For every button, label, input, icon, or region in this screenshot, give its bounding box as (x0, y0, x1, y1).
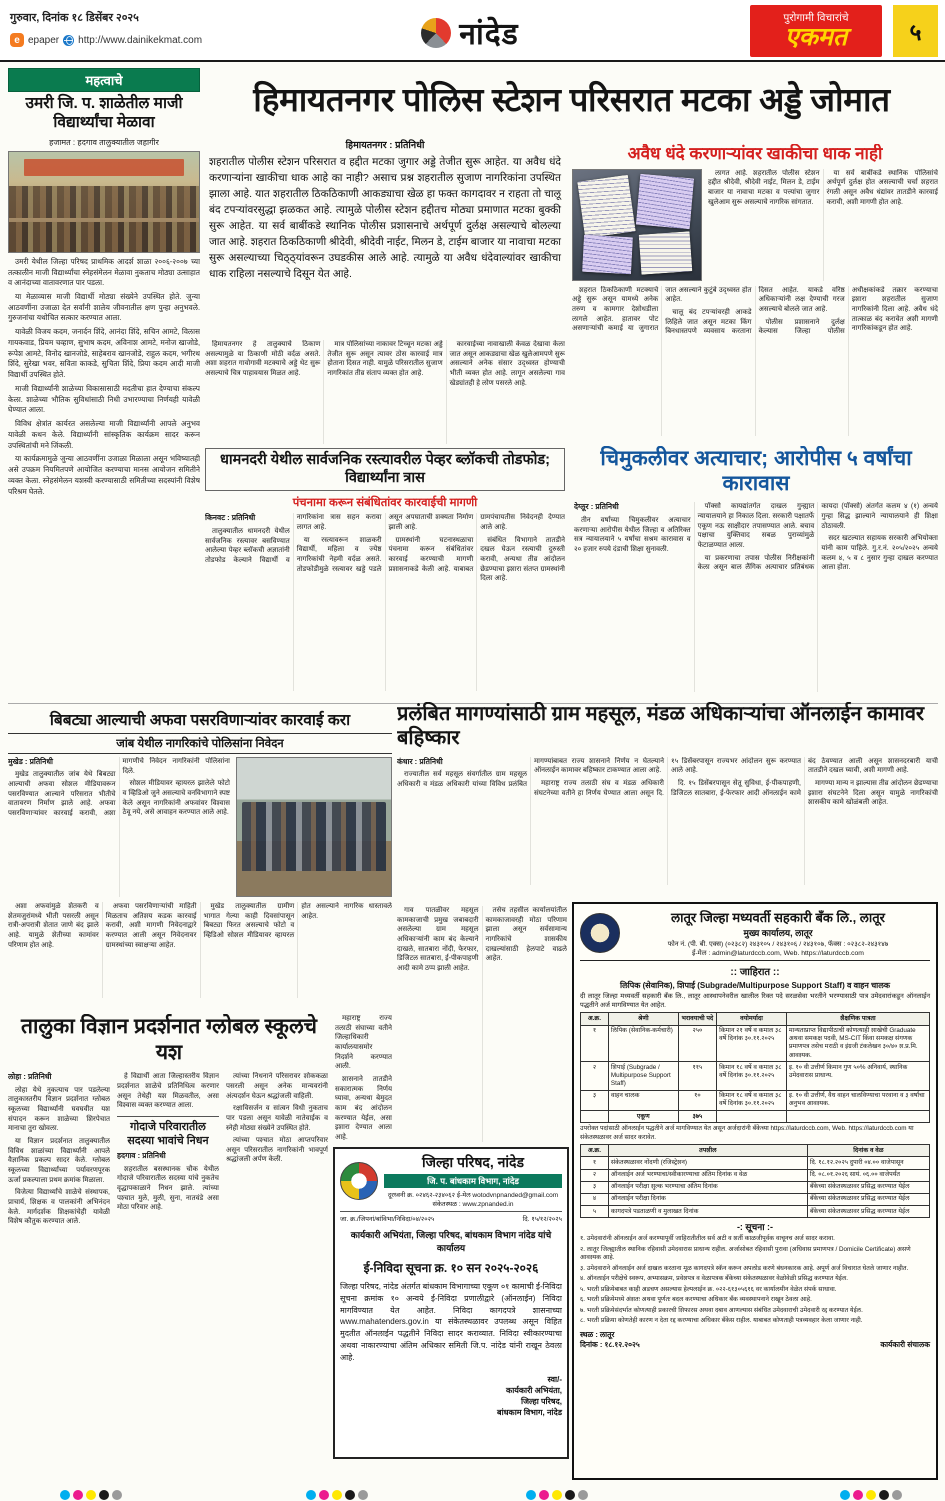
vidnyan-col-2 (117, 1072, 219, 1468)
table-row (581, 1090, 930, 1110)
table-header-row (581, 1013, 930, 1025)
total-value: ३७५ (678, 1111, 716, 1123)
paragraph: या रस्त्यावरून शाळकरी विद्यार्थी, महिला व ज्येष्ठ नागरिकांची नेहमी वर्दळ असते. तोडफोडीमुळे रस्त्यावर खड्डे पडले असून अपघाताची शक्यता निर्माण झाली आहे. (296, 514, 474, 573)
color-dot (332, 1490, 342, 1500)
bank-name: लातूर जिल्हा मध्यवर्ती सहकारी बँक लि., लातूर (671, 910, 885, 925)
color-dot (60, 1490, 70, 1500)
cell: इ. १० वी उत्तीर्ण, वैध वाहन चालविण्याचा परवाना व ३ वर्षांचा अनुभव आवश्यक. (786, 1090, 929, 1110)
atyachar-byline: देग्लूर : प्रतिनिधी (574, 502, 619, 512)
paragraph: शहरात ठिकठिकाणी मटक्याचे अड्डे सुरू असून यामध्ये अनेक तरुण व कामगार देशोधडीला लागले आहेत. हातावर पोट असणाऱ्यांची कमाई या जुगारात जात असल्याने कुटुंबे उद्ध्वस्त होत आहेत. (572, 286, 752, 333)
chit-graphic (636, 174, 694, 229)
zp-logo-icon (340, 1162, 378, 1200)
ad-intro: दी लातूर जिल्हा मध्यवर्ती सहकारी बँक लि., लातूर आस्थापनेवरील खालील रिक्त पदे सरळसेवा भरतीने भरण्यासाठी पात्र उमेदवारांकडून ऑनलाईन पद्धतीने अर्ज मागविण्यात येत आहेत. (580, 993, 930, 1009)
cell: ३ (581, 1181, 609, 1193)
suchana-label: -: सूचना :- (736, 1222, 774, 1233)
color-dot (840, 1490, 850, 1500)
paragraph: यावेळी विजय कदम, जनार्दन शिंदे, आनंदा शिंदे, सचिन आमटे, विलास गायकवाड, प्रियम चव्हाण, सुभाष कदम, अविनाश आमटे, मनोज खाजोडे, रूपेश आमटे, विनोद खानजोडे, साहेबराव खानजोडे, राहुल कदम, भगीरथ शिंदे, सुरेखा भवर, सविता काकडे, सुचिता शिंदे, प्रिया कदम आदी माजी विद्यार्थी उपस्थित होते. (8, 327, 200, 380)
vidnyan-byline: लोहा : प्रतिनिधी (8, 1072, 52, 1082)
note-item: ६. भरती प्रक्रियेमध्ये अंशतः अथवा पूर्णतः बदल करण्याचा अधिकार बँक व्यवस्थापनाने राखून ठेवला आहे. (580, 1296, 812, 1304)
paragraph: हिमायतनगर हे तालुक्याचे ठिकाण असल्यामुळे या ठिकाणी मोठी वर्दळ असते. अशा शहरात गावोगावी मटक्याचे अड्डे थेट सुरू असल्याचे चित्र पाहावयास मिळत आहे. (205, 341, 321, 377)
paragraph: तसेच तहसील कार्यालयांतील कामकाजावरही मोठा परिणाम झाला असून सर्वसामान्य नागरिकांचे शासकीय दाखल्यांसाठी हेलपाटे वाढले आहेत. (485, 907, 567, 963)
note-item: ५. भरती प्रक्रियेबाबत काही अडचण असल्यास हेल्पलाईन क्र. ०२२-६१३०५६१६ वर कार्यालयीन वेळेत संपर्क साधावा. (580, 1285, 837, 1293)
crowd-row (9, 222, 199, 252)
color-registration-marks (840, 1486, 905, 1501)
cell: बँकेच्या संकेतस्थळावर प्रसिद्ध करण्यात येईल (807, 1181, 929, 1193)
page-number-badge: ५ (893, 5, 938, 57)
paragraph: त्यांच्या निधनाने परिसरावर शोककळा पसरली असून अनेक मान्यवरांनी अंत्यदर्शन घेऊन श्रद्धांजली वाहिली. (226, 1073, 328, 1100)
cell: २ (581, 1169, 609, 1181)
zp-website-link[interactable]: संकेतस्थळ : www.zpnanded.in (432, 1201, 514, 1208)
note-item: ८. भरती प्रक्रिया कोणतेही कारण न देता रद्द करण्याचा अधिकार बँकेस राहील. याबाबत कोणताही पत्रव्यवहार केला जाणार नाही. (580, 1317, 863, 1325)
paragraph: पोलीस प्रशासनाने दुर्लक्ष केल्यास जिल्हा पोलीस अधीक्षकांकडे तक्रार करण्याचा इशारा शहरातील सुजाण नागरिकांनी दिला आहे. अवैध धंदे तात्काळ बंद करावेत अशी मागणी नागरिकांकडून होत आहे. (758, 286, 938, 336)
color-dot (552, 1490, 562, 1500)
color-dot (565, 1490, 575, 1500)
cell: कागदपत्रे पडताळणी व मुलाखत दिनांक (608, 1206, 807, 1218)
cell: लिपिक (सेवानिक-कर्मचारी) (608, 1025, 678, 1062)
zp-office-line: कार्यकारी अभियंता, जिल्हा परिषद, बांधकाम विभाग नांदेड यांचे कार्यालय (350, 1230, 552, 1253)
vidnyan-col-3 (226, 1072, 328, 1468)
bank-recruitment-ad (572, 902, 938, 1480)
paragraph: मात्र पोलिसांच्या नाकावर टिच्चून मटका अड्डे तेजीत सुरू असून त्यावर ठोस कारवाई मात्र होताना दिसत नाही. यामुळे परिसरातील सुजाण नागरिकांत तीव्र संताप व्यक्त होत आहे. (327, 341, 443, 377)
brand-box (750, 5, 882, 57)
chit-graphic (577, 175, 636, 239)
apply-note: उपरोक्त पदांसाठी ऑनलाईन पद्धतीने अर्ज मागविण्यात येत असून अर्जदारांनी बँकेच्या https://laturdccb.com, Web. https://laturdccb.com या संकेतस्थळावर अर्ज सादर करावेत. (580, 1125, 914, 1141)
date-line: गुरुवार, दिनांक १८ डिसेंबर २०२५ (10, 12, 139, 24)
mahasul-headline: प्रलंबित मागण्यांसाठी ग्राम महसूल, मंडळ अधिकाऱ्यांचा ऑनलाईन कामावर बहिष्कार (397, 703, 925, 750)
paragraph: चालू बंद टपऱ्यांवरही आकडे लिहिले जात असून मटका किंग बिनधास्तपणे व्यवसाय करताना दिसत आहेत. याकडे वरिष्ठ अधिकाऱ्यांनी लक्ष देण्याची गरज असल्याचे बोलले जात आहे. (665, 286, 845, 336)
cell: संकेतस्थळावर नोंदणी (रजिस्ट्रेशन) (608, 1157, 807, 1169)
note-item: ४. ऑनलाईन परीक्षेचे स्वरूप, अभ्यासक्रम, प्रवेशपत्र व वेळापत्रक बँकेच्या संकेतस्थळावर वेळोवेळी प्रसिद्ध करण्यात येईल. (580, 1275, 849, 1283)
paragraph: रक्षाविसर्जन व सांत्वन विधी नुकताच पार पडला असून यावेळी नातेवाईक व स्नेही मोठ्या संख्येने उपस्थित होते. (226, 1105, 328, 1132)
globe-icon (63, 35, 74, 46)
epaper-icon: e (10, 33, 24, 47)
cell: किमान १८ वर्षे व कमाल ३८ वर्षे दिनांक ३०.११.२०२५ (717, 1090, 787, 1110)
column-header: श्रेणी (608, 1013, 678, 1025)
color-registration-marks (306, 1486, 371, 1501)
color-dot (306, 1490, 316, 1500)
total-label: एकूण (608, 1111, 678, 1123)
bank-email-web-link[interactable]: ई-मेल : admin@laturdccb.com, Web. https://laturdccb.com (692, 950, 864, 957)
color-registration-marks (60, 1486, 125, 1501)
matka-byline: हिमायतनगर : प्रतिनिधी (345, 140, 425, 151)
bank-logo-icon (580, 913, 620, 953)
note-item: ३. उमेदवाराने ऑनलाईन अर्ज दाखल करताना मूळ कागदपत्रे स्कॅन करून अपलोड करणे बंधनकारक आहे. अपूर्ण अर्ज विचारात घेतले जाणार नाहीत. (580, 1264, 909, 1272)
paver-headline: धामनदरी येथील सार्वजनिक रस्त्यावरील पेव्हर ब्लॉकची तोडफोड; विद्यार्थ्यांना त्रास (205, 448, 565, 491)
paragraph: विविध क्षेत्रांत कार्यरत असलेल्या माजी विद्यार्थ्यांनी आपले अनुभव यावेळी कथन केले. विद्यार्थ्यांनी सांस्कृतिक कार्यक्रम सादर करून उपस्थितांची मने जिंकली. (8, 419, 200, 450)
brand-name: एकमत (784, 23, 848, 52)
cell: ३ (581, 1090, 609, 1110)
khaki-body-bottom (572, 286, 938, 436)
column-header: तपशील (608, 1145, 807, 1157)
paragraph: सोशल मीडियावर व्हायरल झालेले फोटो व व्हिडिओ जुने असल्याचे वनविभागाने स्पष्ट केले असून नागरिकांनी अफवांवर विश्वास ठेवू नये, असे आवाहन करण्यात आले आहे. (122, 780, 230, 817)
cell: मान्यताप्राप्त विद्यापीठाची कोणत्याही शाखेची Graduate अथवा समकक्ष पदवी, MS-CIT किंवा समकक्ष संगणक प्रमाणपत्र तसेच मराठी व इंग्रजी टंकलेखन ३०/४० श.प्र.मि. आवश्यक. (786, 1025, 929, 1062)
mahasul-story (397, 702, 938, 898)
paragraph: महाराष्ट्र राज्य तलाठी संघ व मंडळ अधिकारी संघटनेच्या वतीने हा निर्णय घेण्यात आला असून दि. १५ डिसेंबरपासून राज्यभर आंदोलन सुरू करण्यात आले आहे. (534, 757, 801, 797)
post-title-line: लिपिक (सेवानिक), शिपाई (Subgrade/Multipurpose Support Staff) व वाहन चालक (620, 981, 890, 990)
cell: २ (581, 1062, 609, 1091)
color-dot (578, 1490, 588, 1500)
khaki-story (572, 144, 938, 444)
bibtya-story (8, 708, 392, 1010)
paragraph: अफवा पसरविणाऱ्यांची माहिती मिळताच अतिशय कडक कारवाई करावी, अशी मागणी निवेदनाद्वारे करण्यात आली असून निवेदनावर ग्रामस्थांच्या स्वाक्षऱ्या आहेत. (105, 903, 197, 949)
paragraph: गाव पातळीवर महसूल कामकाजाची प्रमुख जबाबदारी असलेल्या ग्राम महसूल अधिकाऱ्यांनी काम बंद केल्याने दाखले, सातबारा नोंदी, फेरफार, डिजिटल सातबारा, ई-पीकपाहणी आदी कामे ठप्प झाली आहेत. (397, 907, 479, 972)
cell: ऑनलाईन अर्ज भरण्याचा/स्वीकारण्याचा अंतिम दिनांक व वेळ (608, 1169, 807, 1181)
column-header: वयोमर्यादा (717, 1013, 787, 1025)
zp-phone: दूरध्वनी क्र. ०२४६२-२३४०६२ (387, 1192, 456, 1199)
paragraph: शासनाने तातडीने सकारात्मक निर्णय घ्यावा, अन्यथा बेमुदत काम बंद आंदोलन करण्यात येईल, असा इशारा देण्यात आला आहे. (335, 1075, 392, 1141)
mahasul-story-continued-2 (335, 1014, 392, 1142)
notes-list (580, 1235, 930, 1326)
zp-email-link[interactable]: ई-मेल wotodvnpnanded@gmail.com (456, 1192, 559, 1199)
paragraph: अशा अफवांमुळे शेतकरी व शेतमजुरांमध्ये भीती पसरली असून रात्री-अपरात्री शेतात जाणे बंद झाले आहे. यामुळे शेतीच्या कामांवर परिणाम होत आहे. (8, 903, 99, 949)
mahasul-byline: कंधार : प्रतिनिधी (397, 756, 443, 766)
paragraph: या प्रकरणाचा तपास पोलीस निरीक्षकांनी केला असून बाल लैंगिक अत्याचार प्रतिबंधक कायदा (पॉक्सो) अंतर्गत कलम ४ (१) अन्वये गुन्हा सिद्ध झाल्याने न्यायालयाने ही शिक्षा ठोठावली. (697, 503, 938, 572)
bibtya-subhead: जांब येथील नागरिकांचे पोलिसांना निवेदन (8, 733, 392, 754)
paragraph: शहरातील बसस्थानक चौक येथील गोदाजे परिवारातील सदस्या यांचे नुकतेच वृद्धापकाळाने निधन झाले. त्यांच्या पश्चात मुले, मुली, सुना, नातवंडे असा मोठा परिवार आहे. (117, 1165, 219, 1212)
cell: ४ (581, 1193, 609, 1205)
masthead (355, 12, 585, 53)
matka-intro: शहरातील पोलीस स्टेशन परिसरात व हद्दीत मटका जुगार अड्डे तेजीत सुरू आहेत. या अवैध धंदे करणाऱ्यांना खाकीचा धाक आहे का नाही? असाच प्रश्न शहरातील सुजाण नागरिकांना उपस्थित झाला आहे. यात शहरातील ठिकठिकाणी आकड्याचा खेळ हा फक्त कागदावर न राहता तो चालू बंद टपऱ्यांवरसुद्धा झळकत आहे. त्यामुळे पोलीस स्टेशन हद्दीतच मोठ्या प्रमाणात मटका बुक्की सुरू आहेत. या सर्व बाबींकडे स्थानिक पोलीस प्रशासनाचे अर्थपूर्ण दुर्लक्ष असल्याचे बोलल्या जात आहे. शहरात ठिकठिकाणी श्रीदेवी, श्रीदेवी नाईट, मिलन डे, टाईम बाजार या नावाचा मटका सुरू असल्याच्या चिठ्ठ्यांवरून उघडकीस आले आहे. त्यामुळे या अवैध धंदेवाल्यांवर खाकीचा धाक राहिला नसल्याचे दिसून येत आहे. (209, 156, 561, 280)
color-dot (73, 1490, 83, 1500)
color-dot (539, 1490, 549, 1500)
paragraph: संबंधित विभागाने तातडीने दखल घेऊन रस्त्याची दुरुस्ती करावी, अन्यथा तीव्र आंदोलन छेडण्याचा इशारा संतप्त ग्रामस्थांनी दिला आहे. (480, 536, 565, 583)
epaper-label: epaper (28, 34, 60, 46)
paragraph: मागण्या मान्य न झाल्यास तीव्र आंदोलन छेडण्याचा इशारा संघटनेने दिला असून यामुळे नागरिकांची शासकीय कामे खोळंबली आहेत. (808, 780, 938, 807)
cell: इ. १० वी उत्तीर्ण किमान गुण ५०% अनिवार्य, स्थानिक उमेदवारास प्राधान्य. (786, 1062, 929, 1091)
cell: बँकेच्या संकेतस्थळावर प्रसिद्ध करण्यात येईल (807, 1206, 929, 1218)
paragraph: महाराष्ट्र राज्य तलाठी संघाच्या वतीने जिल्हाधिकारी कार्यालयासमोर निदर्शने करण्यात आली. (335, 1015, 392, 1071)
column-header: भरावयाची पदे (678, 1013, 716, 1025)
color-dot (853, 1490, 863, 1500)
bibtya-headline: बिबट्या आल्याची अफवा पसरविणाऱ्यांवर कारवाई करा (49, 712, 351, 729)
paragraph: लोहा येथे नुकत्याच पार पडलेल्या तालुकास्तरीय विज्ञान प्रदर्शनात ग्लोबल स्कूलच्या विद्यार्थ्यांनी घवघवीत यश संपादन करून शाळेच्या शिरपेचात मानाचा तुरा खोवला. (8, 1086, 110, 1133)
cell: दि. १८.१२.२०२५ दुपारी ०४.०० वाजेपासून (807, 1157, 929, 1169)
cell: ११५ (678, 1062, 716, 1091)
table-total-row (581, 1111, 930, 1123)
people-graphic (242, 802, 387, 874)
ad-place-date (580, 1330, 640, 1350)
zp-org-name: जिल्हा परिषद, नांदेड (422, 1154, 524, 1170)
paragraph: त्यांच्या पश्चात मोठा आप्तपरिवार असून परिसरातील नागरिकांनी भावपूर्ण श्रद्धांजली अर्पण केली. (226, 1137, 328, 1164)
sign-line: कार्यकारी अभियंता, (506, 1385, 562, 1395)
crowd-row (9, 186, 199, 218)
ad-place: स्थळ : लातूर (580, 1329, 615, 1339)
table-row (581, 1025, 930, 1062)
zp-signature-block (340, 1374, 562, 1418)
sign-line: जिल्हा परिषद, (521, 1396, 562, 1406)
paragraph: मुखेड तालुक्यातील जांब येथे बिबट्या आल्याची अफवा सोशल मीडियावरून पसरविण्यात आल्याने परिसरात भीतीचे वातावरण निर्माण झाले आहे. अफवा पसरविणाऱ्यांवर कारवाई करावी, अशा मागणीचे निवेदन नागरिकांनी पोलिसांना दिले. (8, 758, 230, 818)
zp-tender-notice (333, 1147, 569, 1459)
melava-caption: हजामत : हदगाव तालुक्यातील जहागीर (49, 137, 159, 147)
note-item: २. लातूर जिल्ह्यातील स्थानिक रहिवासी उमेदवारास प्राधान्य राहील. अर्जासोबत रहिवासी पुरावा (अधिवास प्रमाणपत्र / Domicile Certificate) असणे आवश्यक आहे. (580, 1245, 911, 1262)
table-row (581, 1062, 930, 1091)
paver-story (205, 448, 565, 700)
note-item: ७. भरती प्रक्रियेसंदर्भात कोणत्याही प्रकारची शिफारस अथवा दबाव आणल्यास संबंधित उमेदवाराची उमेदवारी रद्द करण्यात येईल. (580, 1306, 863, 1314)
paragraph: या विज्ञान प्रदर्शनात तालुक्यातील विविध शाळांच्या विद्यार्थ्यांनी आपले वैज्ञानिक प्रकल्प सादर केले. ग्लोबल स्कूलच्या विद्यार्थ्यांच्या पर्यावरणपूरक ऊर्जा प्रकल्पाला प्रथम क्रमांक मिळाला. (8, 1137, 110, 1184)
bibtya-body-side (8, 757, 230, 897)
atyachar-story (574, 446, 938, 700)
chit-graphic (582, 234, 633, 274)
color-dot (526, 1490, 536, 1500)
sign-line: बांधकाम विभाग, नांदेड (497, 1407, 562, 1417)
cell: ऑनलाईन परीक्षा शुल्क भरण्याचा अंतिम दिनांक (608, 1181, 807, 1193)
color-dot (86, 1490, 96, 1500)
cell: २५० (678, 1025, 716, 1062)
color-dot (358, 1490, 368, 1500)
column-header: शैक्षणिक पात्रता (786, 1013, 929, 1025)
ground-graphic (237, 871, 391, 896)
mahasul-story-continued (397, 906, 567, 1142)
vidnyan-story (8, 1014, 330, 1476)
paragraph: राज्यातील सर्व महसूल संवर्गातील ग्राम महसूल अधिकारी व मंडळ अधिकारी यांच्या विविध प्रलंबित मागण्यांबाबत राज्य शासनाने निर्णय न घेतल्याने ऑनलाईन कामावर बहिष्कार टाकण्यात आला आहे. (397, 757, 664, 788)
table-row (581, 1157, 930, 1169)
column-header: अ.क्र. (581, 1013, 609, 1025)
paragraph: सदर खटल्यात सहायक सरकारी अभियोक्ता यांनी काम पाहिले. गु.र.नं. २०५/२०२५ अन्वये कलम ४, ५ व ८ नुसार गुन्हा दाखल करण्यात आला होता. (821, 535, 938, 572)
chit-graphic (638, 232, 692, 275)
paragraph: पॉक्सो कायद्यांतर्गत दाखल गुन्ह्यात न्यायालयाने हा निकाल दिला. सरकारी पक्षातर्फे एकूण नऊ साक्षीदार तपासण्यात आले. बचाव पक्षाचा युक्तिवाद सबळ पुराव्यांमुळे फेटाळण्यात आला. (697, 503, 815, 549)
vidnyan-col-1 (8, 1072, 110, 1468)
main-headline: हिमायतनगर पोलिस स्टेशन परिसरात मटका अड्डे जोमात (253, 81, 890, 118)
color-dot (879, 1490, 889, 1500)
cell: दि. ०८.०१.२०२६ सायं. ०६.०० वाजेपर्यंत (807, 1169, 929, 1181)
paragraph: या मेळाव्यास माजी विद्यार्थी मोठ्या संख्येने उपस्थित होते. जुन्या आठवणींना उजाळा देत सर्वांनी शालेय जीवनातील क्षण पुन्हा अनुभवले. गुरुजनांचा यथोचित सत्कार करण्यात आला. (8, 292, 200, 323)
brand-tagline: पुरोगामी विचारांचे (783, 11, 849, 24)
column-header: अ.क्र. (581, 1145, 609, 1157)
table-row (581, 1181, 930, 1193)
cell: १ (581, 1025, 609, 1062)
color-dot (112, 1490, 122, 1500)
cell: किमान २१ वर्षे व कमाल ३८ वर्षे दिनांक ३०.११.२०२५ (717, 1025, 787, 1062)
melava-story (8, 68, 200, 700)
note-item: १. उमेदवारांनी ऑनलाईन अर्ज करण्यापूर्वी जाहिरातीतील सर्व अटी व शर्ती काळजीपूर्वक वाचूनच अर्ज सादर करावा. (580, 1235, 835, 1243)
bank-head-office: मुख्य कार्यालय, लातूर (743, 928, 813, 938)
zp-notice-body: जिल्हा परिषद, नांदेड अंतर्गत बांधकाम विभागाच्या एकूण ०१ कामाची ई-निविदा सूचना क्रमांक १० अन्वये ई-निविदा प्रणालीद्वारे (ऑनलाईन) निविदा मागविण्यात येत आहेत. निविदा कागदपत्रे शासनाच्या www.mahatenders.gov.in या संकेतस्थळावर उपलब्ध असून विहित मुदतीत ऑनलाईन पद्धतीने निविदा सादर कराव्यात. निविदा स्वीकारण्याचा अथवा नाकारण्याचा अंतिम अधिकार समिती जि.प. नांदेड यांनी राखून ठेवला आहे. (340, 1282, 562, 1362)
paragraph: ग्रामस्थांनी घटनास्थळाचा पंचनामा करून संबंधितांवर कारवाई करण्याची मागणी प्रशासनाकडे केली आहे. याबाबत ग्रामपंचायतीस निवेदनही देण्यात आले आहे. (388, 514, 565, 573)
color-dot (345, 1490, 355, 1500)
cell: वाहन चालक (608, 1090, 678, 1110)
table-row (581, 1169, 930, 1181)
column-header: दिनांक व वेळ (807, 1145, 929, 1157)
banner-graphic (24, 159, 184, 176)
color-dot (866, 1490, 876, 1500)
ad-label: :: जाहिरात :: (730, 967, 780, 978)
bank-phone: फोन नं. (पी. बी. एक्स) (०२३८२) २४३१०५ / २४३१०६ / २४३१०७, फॅक्स : ०२३८२-२४३१४७ (667, 941, 889, 948)
matka-chits-photo (572, 169, 702, 281)
cell: बँकेच्या संकेतस्थळावर प्रसिद्ध करण्यात येईल (807, 1193, 929, 1205)
paragraph: माजी विद्यार्थ्यांनी शाळेच्या विकासासाठी मदतीचा हात देण्याचा संकल्प केला. शाळेच्या भौतिक सुविधांसाठी निधी उभारण्याचा निर्णयही यावेळी घेण्यात आला. (8, 383, 200, 415)
mahasul-body (397, 757, 938, 885)
matka-story (205, 138, 565, 444)
vidnyan-headline: तालुका विज्ञान प्रदर्शनात ग्लोबल स्कूलचे यश (21, 1015, 317, 1064)
atyachar-headline: चिमुकलीवर अत्याचार; आरोपीस ५ वर्षांचा कारावास (600, 447, 912, 496)
table-row (581, 1193, 930, 1205)
zp-dept-bar: जि. प. बांधकाम विभाग, नांदेड (384, 1174, 562, 1188)
cell: १० (678, 1090, 716, 1110)
nidhan-byline: हदगाव : प्रतिनिधी (117, 1151, 166, 1161)
cell: १ (581, 1157, 609, 1169)
melava-headline: उमरी जि. प. शाळेतील माजी विद्यार्थ्यांचा मेळावा (25, 95, 183, 131)
paragraph: मुखेड तालुक्यातील ग्रामीण भागात गेल्या काही दिवसांपासून बिबट्या फिरत असल्याचे फोटो व व्हिडिओ सोशल मीडियावर व्हायरल होत असल्याने नागरिक धास्तावले आहेत. (203, 903, 392, 939)
kicker-label: महत्वाचे (8, 68, 200, 92)
table-row (581, 1206, 930, 1218)
schedule-table (580, 1144, 930, 1218)
color-dot (319, 1490, 329, 1500)
masthead-city: नांदेड (459, 18, 519, 51)
bibtya-body-bottom (8, 902, 392, 998)
khaki-headline: अवैध धंदे करणाऱ्यांवर खाकीचा धाक नाही (627, 144, 883, 163)
epaper-row (10, 33, 202, 47)
cell: किमान १८ वर्षे व कमाल ३८ वर्षे दिनांक ३०.११.२०२५ (717, 1062, 787, 1091)
paver-byline: किनवट : प्रतिनिधी (205, 513, 256, 523)
paragraph: तालुक्यातील धामनदरी येथील सार्वजनिक रस्त्यावर बसविण्यात आलेल्या पेव्हर ब्लॉकची अज्ञातांनी तोडफोड केल्याने विद्यार्थी व नागरिकांना त्रास सहन करावा लागत आहे. (205, 514, 382, 564)
color-registration-marks (526, 1486, 591, 1501)
paragraph: या कार्यक्रमामुळे जुन्या आठवणींना उजाळा मिळाला असून भविष्यातही असे उपक्रम नियमितपणे आयोजित करण्याचा मानस आयोजन समितीने व्यक्त केला. स्नेहसंमेलन यशस्वी करण्यासाठी समितीच्या सदस्यांनी विशेष परिश्रम घेतले. (8, 454, 200, 496)
paragraph: हे विद्यार्थी आता जिल्हास्तरीय विज्ञान प्रदर्शनात शाळेचे प्रतिनिधित्व करणार असून तेथेही यश मिळवतील, असा विश्वास व्यक्त करण्यात आला. (117, 1073, 219, 1110)
zp-ref-number: जा. क्र./जिपनां/बांविभा/निविदा/०४/२०२५ (340, 1216, 435, 1223)
sign-line: स्वा/- (547, 1374, 562, 1384)
nidhan-headline: गोदाजे परिवारातील सदस्या भावांचे निधन (117, 1116, 219, 1149)
paragraph: लागत आहे. शहरातील पोलीस स्टेशन हद्दीत श्रीदेवी, श्रीदेवी नाईट, मिलन डे, टाईम बाजार या नावाचा मटका व पत्त्यांचा जुगार खुलेआम सुरू असल्याचे नागरिक सांगतात. (708, 169, 820, 206)
color-dot (99, 1490, 109, 1500)
masthead-logo-icon (421, 18, 451, 48)
paragraph: विजेत्या विद्यार्थ्यांचे शाळेचे संस्थापक, प्राचार्य, शिक्षक व पालकांनी अभिनंदन केले. मार्गदर्शक शिक्षकांचेही यावेळी विशेष कौतुक करण्यात आले. (8, 1189, 110, 1226)
ad-signatory: कार्यकारी संचालक (880, 1339, 930, 1349)
ad-date: दिनांक : १८.१२.२०२५ (580, 1339, 640, 1349)
melava-photo (8, 151, 200, 253)
cell: शिपाई (Subgrade / Multipurpose Support Staff) (608, 1062, 678, 1091)
paver-body (205, 513, 565, 691)
paragraph: कारवाईच्या नावाखाली केवळ देखावा केला जात असून आकड्याचा खेळ खुलेआमपणे सुरू असल्याने अनेक संसार उद्ध्वस्त होण्याची भीती व्यक्त होत आहे. लागून असलेल्या गाव खेड्यांतही हे लोण पसरले आहे. (449, 341, 565, 387)
vacancy-table (580, 1012, 930, 1123)
paver-subhead: पंचनामा करून संबंधितांवर कारवाईची मागणी (292, 497, 478, 510)
cell: ऑनलाईन परीक्षा दिनांक (608, 1193, 807, 1205)
bibtya-byline: मुखेड : प्रतिनिधी (8, 757, 53, 766)
melava-body (8, 257, 200, 700)
khaki-body-side (708, 169, 938, 281)
paragraph: उमरी येथील जिल्हा परिषद प्राथमिक आदर्श शाळा २००६-२००७ च्या तत्कालीन माजी विद्यार्थ्यांचा स्नेहसंमेलन मेळावा नुकताच मोठ्या उत्साहात व आनंदाच्या वातावरणात पार पडला. (8, 256, 200, 288)
epaper-url-link[interactable]: http://www.dainikekmat.com (78, 34, 203, 46)
paragraph: या सर्व बाबींकडे स्थानिक पोलिसांचे अर्थपूर्ण दुर्लक्ष होत असल्याची चर्चा शहरात रंगली असून अवैध धंद्यांवर तातडीने कारवाई करावी, अशी मागणी होत आहे. (826, 169, 938, 206)
bibtya-photo (236, 757, 392, 897)
paragraph: दि. १५ डिसेंबरपासून सेतू सुविधा, ई-पीकपाहणी, डिजिटल सातबारा, ई-फेरफार आदी ऑनलाईन कामे बंद ठेवण्यात आली असून शासनदरबारी याची तातडीने दखल घ्यावी, अशी मागणी आहे. (671, 757, 938, 797)
paragraph: तीन वर्षांच्या चिमुकलीवर अत्याचार करणाऱ्या आरोपीस येथील जिल्हा व अतिरिक्त सत्र न्यायालयाने ५ वर्षांचा सश्रम कारावास व २० हजार रुपये दंडाची शिक्षा सुनावली. (574, 516, 691, 553)
cell: ५ (581, 1206, 609, 1218)
page-header (0, 0, 945, 62)
color-dot (892, 1490, 902, 1500)
atyachar-body (574, 502, 938, 692)
table-header-row (581, 1145, 930, 1157)
matka-body (205, 340, 565, 444)
zp-notice-title: ई-निविदा सूचना क्र. १० सन २०२५-२०२६ (363, 1261, 539, 1275)
zp-ref-date: दि. १५/१२/२०२५ (522, 1216, 562, 1223)
